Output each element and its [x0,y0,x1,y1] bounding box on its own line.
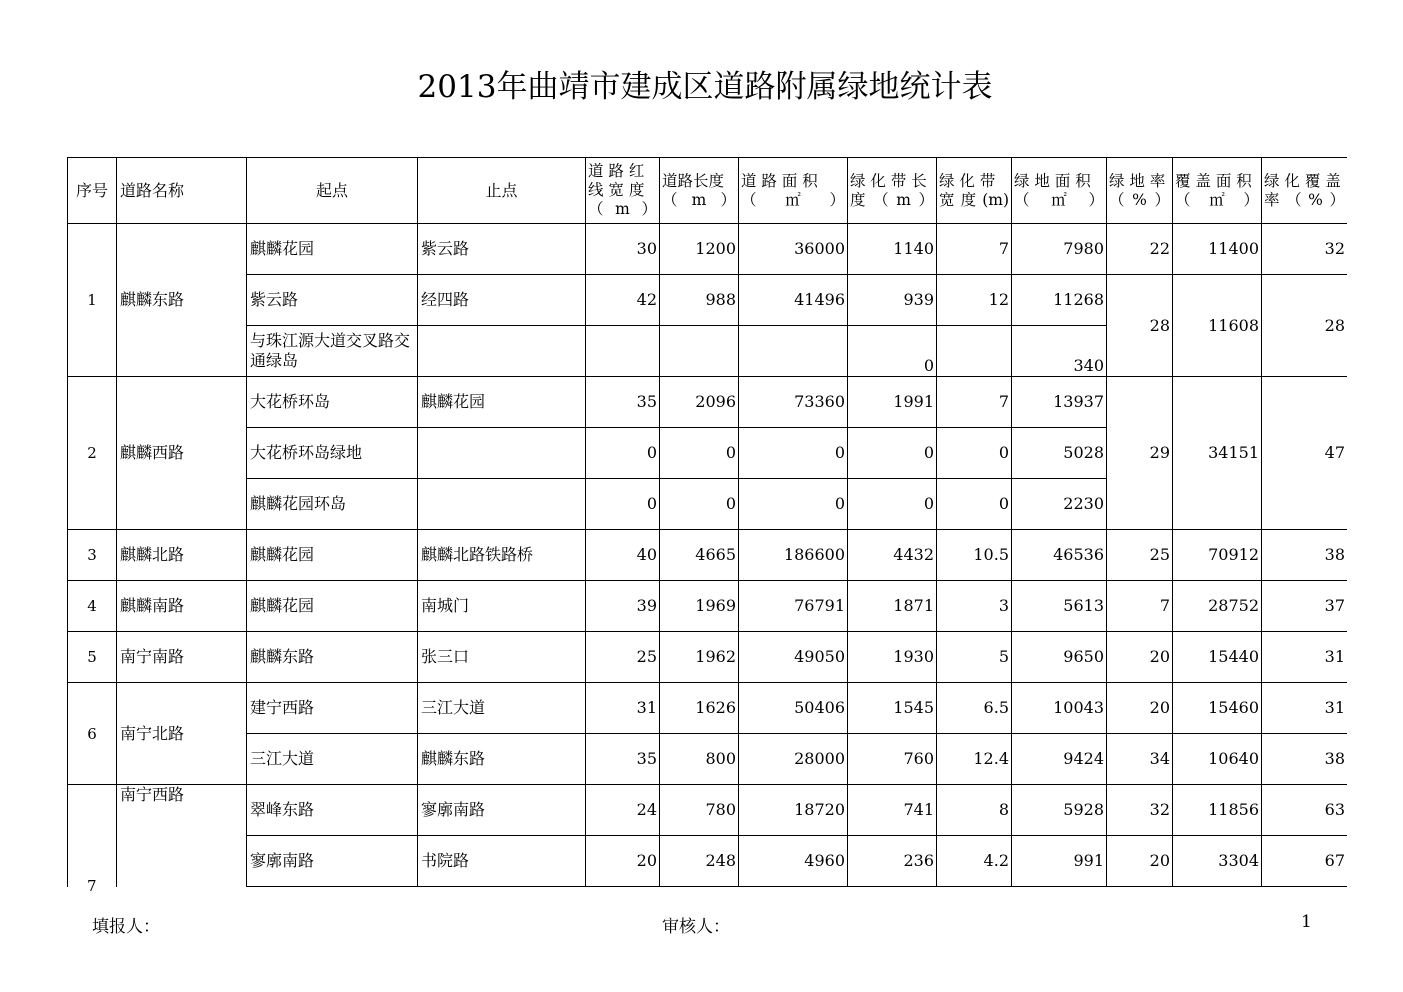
header-belt-width: 绿 化 带 宽度(m) [937,158,1012,224]
cover-rate-cell: 38 [1262,530,1348,581]
belt-width-cell: 10.5 [937,530,1012,581]
width-cell: 30 [586,224,660,275]
green-area-cell: 5928 [1012,785,1107,836]
belt-width-cell: 3 [937,581,1012,632]
table-row [68,530,1348,581]
cover-rate-cell: 37 [1262,581,1348,632]
header-end: 止点 [418,158,586,224]
page-footer [0,912,1403,936]
table-row [68,632,1348,683]
belt-width-cell: 4.2 [937,836,1012,887]
start-cell: 翠峰东路 [247,785,418,836]
end-cell: 麒麟花园 [418,377,586,428]
length-cell: 1200 [660,224,739,275]
belt-length-cell: 939 [848,275,937,326]
table-row [68,275,1348,326]
road-name: 南宁北路 [117,683,247,785]
belt-width-cell: 12 [937,275,1012,326]
width-cell: 0 [586,479,660,530]
belt-width-cell: 7 [937,377,1012,428]
belt-width-cell: 6.5 [937,683,1012,734]
green-rate-cell: 20 [1107,683,1173,734]
cover-rate-cell: 47 [1262,377,1348,530]
width-cell: 42 [586,275,660,326]
road-name: 麒麟东路 [117,224,247,377]
belt-length-cell: 236 [848,836,937,887]
belt-width-cell: 0 [937,428,1012,479]
header-row [68,158,1348,224]
cover-rate-cell: 32 [1262,224,1348,275]
cover-area-cell: 15440 [1173,632,1262,683]
cover-area-cell: 11608 [1173,275,1262,377]
header-belt-length: 绿 化 带 长 度（m） [848,158,937,224]
green-area-cell: 13937 [1012,377,1107,428]
green-area-cell: 10043 [1012,683,1107,734]
start-cell: 大花桥环岛 [247,377,418,428]
belt-length-cell: 4432 [848,530,937,581]
start-cell: 大花桥环岛绿地 [247,428,418,479]
road-name: 南宁南路 [117,632,247,683]
row-index: 6 [68,683,117,785]
cover-area-cell: 15460 [1173,683,1262,734]
green-area-cell: 5028 [1012,428,1107,479]
green-rate-cell: 7 [1107,581,1173,632]
belt-length-cell: 1545 [848,683,937,734]
header-green-area: 绿 地 面 积 （㎡） [1012,158,1107,224]
road-name: 麒麟西路 [117,377,247,530]
area-cell: 36000 [739,224,848,275]
header-area: 道 路 面 积 （㎡） [739,158,848,224]
width-cell [586,326,660,377]
road-name: 麒麟北路 [117,530,247,581]
row-index: 5 [68,632,117,683]
area-cell: 4960 [739,836,848,887]
belt-length-cell: 1871 [848,581,937,632]
end-cell: 紫云路 [418,224,586,275]
width-cell: 0 [586,428,660,479]
length-cell: 1969 [660,581,739,632]
length-cell: 248 [660,836,739,887]
header-start: 起点 [247,158,418,224]
end-cell: 南城门 [418,581,586,632]
end-cell: 三江大道 [418,683,586,734]
belt-length-cell: 0 [848,326,937,377]
start-cell: 紫云路 [247,275,418,326]
page-number: 1 [1301,912,1312,932]
belt-length-cell: 760 [848,734,937,785]
green-rate-cell: 28 [1107,275,1173,377]
area-cell: 73360 [739,377,848,428]
table-row [68,224,1348,275]
cover-rate-cell: 28 [1262,275,1348,377]
area-cell: 186600 [739,530,848,581]
green-area-cell: 9650 [1012,632,1107,683]
width-cell: 35 [586,734,660,785]
green-rate-cell: 22 [1107,224,1173,275]
width-cell: 35 [586,377,660,428]
table-row [68,785,1348,836]
length-cell: 4665 [660,530,739,581]
header-cover-rate: 绿 化 覆 盖 率（%） [1262,158,1348,224]
length-cell: 0 [660,428,739,479]
green-space-table [67,157,1347,887]
table-row [68,683,1348,734]
cover-area-cell: 11400 [1173,224,1262,275]
area-cell: 76791 [739,581,848,632]
header-road: 道路名称 [117,158,247,224]
green-area-cell: 2230 [1012,479,1107,530]
green-area-cell: 340 [1012,326,1107,377]
area-cell: 41496 [739,275,848,326]
header-cover-area: 覆 盖 面 积 （㎡） [1173,158,1262,224]
length-cell: 988 [660,275,739,326]
area-cell: 50406 [739,683,848,734]
area-cell: 49050 [739,632,848,683]
table-row [68,734,1348,785]
start-cell: 麒麟花园 [247,581,418,632]
end-cell: 麒麟北路铁路桥 [418,530,586,581]
belt-length-cell: 0 [848,428,937,479]
belt-width-cell: 7 [937,224,1012,275]
area-cell: 0 [739,479,848,530]
end-cell: 经四路 [418,275,586,326]
end-cell [418,326,586,377]
length-cell: 780 [660,785,739,836]
width-cell: 24 [586,785,660,836]
start-cell: 麒麟花园 [247,224,418,275]
green-rate-cell: 20 [1107,632,1173,683]
table-wrapper [67,157,1347,891]
start-cell: 麒麟花园 [247,530,418,581]
width-cell: 40 [586,530,660,581]
start-cell: 建宁西路 [247,683,418,734]
row-index: 2 [68,377,117,530]
cover-area-cell: 11856 [1173,785,1262,836]
end-cell: 书院路 [418,836,586,887]
road-name: 南宁西路 [117,785,247,887]
green-area-cell: 5613 [1012,581,1107,632]
area-cell: 0 [739,428,848,479]
cover-area-cell: 28752 [1173,581,1262,632]
belt-length-cell: 741 [848,785,937,836]
reviewer-label: 审核人： [662,917,730,937]
width-cell: 39 [586,581,660,632]
length-cell: 1626 [660,683,739,734]
road-name: 麒麟南路 [117,581,247,632]
cover-area-cell: 10640 [1173,734,1262,785]
start-cell: 寥廓南路 [247,836,418,887]
end-cell: 麒麟东路 [418,734,586,785]
area-cell: 28000 [739,734,848,785]
green-area-cell: 991 [1012,836,1107,887]
green-area-cell: 11268 [1012,275,1107,326]
belt-length-cell: 0 [848,479,937,530]
length-cell: 0 [660,479,739,530]
cover-area-cell: 70912 [1173,530,1262,581]
green-area-cell: 46536 [1012,530,1107,581]
cover-rate-cell: 31 [1262,683,1348,734]
green-area-cell: 9424 [1012,734,1107,785]
green-rate-cell: 32 [1107,785,1173,836]
length-cell [660,326,739,377]
end-cell: 张三口 [418,632,586,683]
cover-rate-cell: 67 [1262,836,1348,887]
belt-width-cell: 0 [937,479,1012,530]
green-rate-cell: 25 [1107,530,1173,581]
green-rate-cell: 34 [1107,734,1173,785]
start-cell: 麒麟东路 [247,632,418,683]
header-idx: 序号 [68,158,117,224]
table-row [68,377,1348,428]
width-cell: 31 [586,683,660,734]
table-row [68,836,1348,887]
end-cell: 寥廓南路 [418,785,586,836]
row-index: 7 [87,877,97,891]
area-cell [739,326,848,377]
start-cell: 与珠江源大道交叉路交通绿岛 [247,326,418,377]
cover-rate-cell: 63 [1262,785,1348,836]
belt-length-cell: 1140 [848,224,937,275]
width-cell: 20 [586,836,660,887]
header-width: 道 路 红 线 宽 度 （m） [586,158,660,224]
row-index: 3 [68,530,117,581]
row-index: 1 [68,224,117,377]
start-cell: 麒麟花园环岛 [247,479,418,530]
end-cell [418,479,586,530]
end-cell [418,428,586,479]
belt-length-cell: 1930 [848,632,937,683]
belt-width-cell: 12.4 [937,734,1012,785]
header-length: 道路长度 （m） [660,158,739,224]
green-rate-cell: 29 [1107,377,1173,530]
belt-width-cell: 8 [937,785,1012,836]
belt-length-cell: 1991 [848,377,937,428]
area-cell: 18720 [739,785,848,836]
row-index: 4 [68,581,117,632]
width-cell: 25 [586,632,660,683]
cover-rate-cell: 38 [1262,734,1348,785]
belt-width-cell: 5 [937,632,1012,683]
length-cell: 2096 [660,377,739,428]
length-cell: 1962 [660,632,739,683]
length-cell: 800 [660,734,739,785]
cover-area-cell: 3304 [1173,836,1262,887]
green-area-cell: 7980 [1012,224,1107,275]
cover-rate-cell: 31 [1262,632,1348,683]
table-row [68,581,1348,632]
start-cell: 三江大道 [247,734,418,785]
belt-width-cell [937,326,1012,377]
green-rate-cell: 20 [1107,836,1173,887]
filler-label: 填报人： [92,917,160,937]
cover-area-cell: 34151 [1173,377,1262,530]
row-index-cell [68,785,117,887]
page-title: 2013年曲靖市建成区道路附属绿地统计表 [417,69,993,105]
header-green-rate: 绿 地 率 （%） [1107,158,1173,224]
